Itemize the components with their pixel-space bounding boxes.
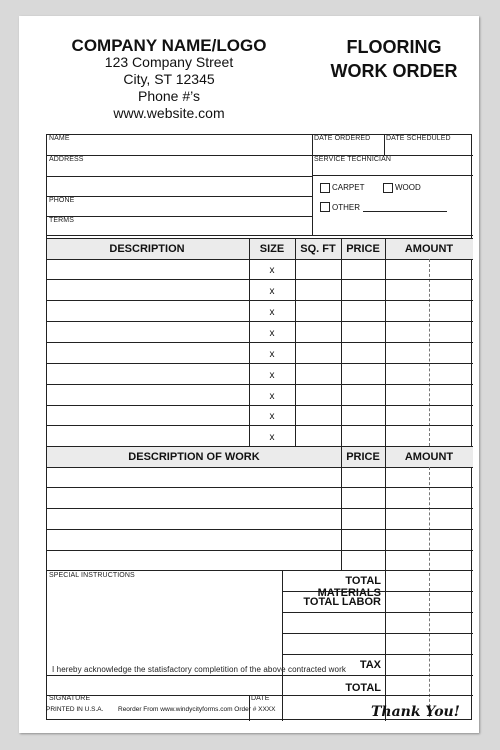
company-city: City, ST 12345 (123, 71, 215, 87)
wood-label: WOOD (395, 183, 421, 192)
total-materials-label: TOTAL MATERIALS (317, 575, 381, 599)
service-technician-label: SERVICE TECHNICIAN (314, 156, 392, 163)
size-x-mark: x (269, 265, 275, 276)
terms-label: TERMS (49, 217, 74, 224)
col-sqft: SQ. FT (300, 243, 336, 255)
other-label: OTHER (332, 203, 360, 212)
order-form (46, 134, 472, 720)
col-description: DESCRIPTION (109, 243, 185, 255)
special-instructions-label: SPECIAL INSTRUCTIONS (49, 572, 135, 579)
size-x-mark: x (269, 370, 275, 381)
address-label: ADDRESS (49, 156, 84, 163)
company-name: COMPANY NAME/LOGO (71, 36, 267, 55)
date-label: DATE (251, 695, 270, 702)
size-x-mark: x (269, 411, 275, 422)
total-labor-label: TOTAL LABOR (303, 596, 381, 608)
col-size: SIZE (259, 243, 285, 255)
thank-you-text: Thank You! (371, 704, 460, 720)
carpet-checkbox[interactable] (320, 183, 330, 193)
wood-checkbox[interactable] (383, 183, 393, 193)
col-work-price: PRICE (346, 451, 380, 463)
phone-label: PHONE (49, 197, 75, 204)
work-table-header (47, 446, 473, 468)
col-price: PRICE (346, 243, 380, 255)
size-x-mark: x (269, 286, 275, 297)
work-order-sheet (19, 16, 479, 733)
reorder-info: Reorder From www.windycityforms.com Order # XXXX (118, 706, 276, 713)
col-description-of-work: DESCRIPTION OF WORK (128, 451, 260, 463)
other-checkbox[interactable] (320, 202, 330, 212)
date-scheduled-label: DATE SCHEDULED (386, 135, 451, 142)
col-amount: AMOUNT (404, 243, 454, 255)
company-website: www.website.com (113, 105, 225, 121)
date-ordered-label: DATE ORDERED (314, 135, 371, 142)
size-x-mark: x (269, 307, 275, 318)
form-title-line1: FLOORING (346, 37, 442, 57)
size-x-mark: x (269, 328, 275, 339)
printed-in-usa: PRINTED IN U.S.A. (46, 706, 104, 713)
signature-label: SIGNATURE (49, 695, 91, 702)
company-phone: Phone #’s (137, 88, 200, 104)
col-work-amount: AMOUNT (404, 451, 454, 463)
items-table-header (47, 238, 473, 260)
size-x-mark: x (269, 349, 275, 360)
carpet-label: CARPET (332, 183, 365, 192)
size-x-mark: x (269, 432, 275, 443)
acknowledgement-text: I hereby acknowledge the statisfactory completition of the above contracted work (52, 665, 346, 674)
name-label: NAME (49, 135, 70, 142)
total-label: TOTAL (345, 682, 381, 694)
company-street: 123 Company Street (104, 54, 234, 70)
form-title-line2: WORK ORDER (330, 61, 458, 81)
size-x-mark: x (269, 391, 275, 402)
tax-label: TAX (359, 659, 381, 671)
